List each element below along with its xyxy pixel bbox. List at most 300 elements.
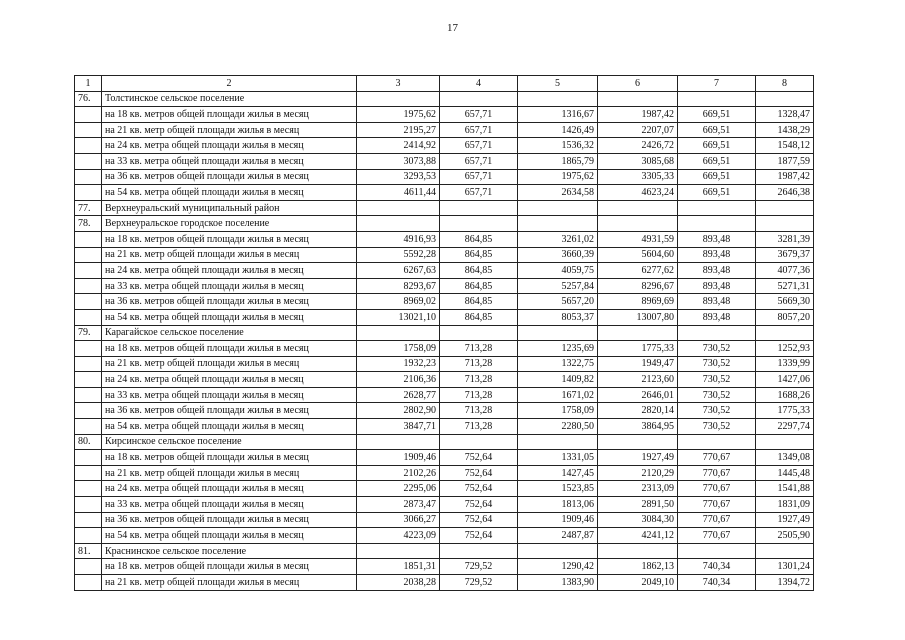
value-cell: 5592,28 <box>357 247 440 263</box>
value-cell: 893,48 <box>678 294 756 310</box>
row-label: на 33 кв. метра общей площади жилья в месяц <box>102 278 357 294</box>
value-cell: 3847,71 <box>357 419 440 435</box>
table-row <box>75 122 814 138</box>
empty-cell <box>357 200 440 216</box>
value-cell: 1409,82 <box>518 372 598 388</box>
value-cell: 713,28 <box>440 403 518 419</box>
value-cell: 2891,50 <box>598 497 678 513</box>
value-cell: 730,52 <box>678 341 756 357</box>
value-cell: 1290,42 <box>518 559 598 575</box>
value-cell: 2426,72 <box>598 138 678 154</box>
table-row <box>75 481 814 497</box>
value-cell: 3084,30 <box>598 512 678 528</box>
value-cell: 2873,47 <box>357 497 440 513</box>
empty-cell <box>75 341 102 357</box>
row-label: на 36 кв. метров общей площади жилья в месяц <box>102 294 357 310</box>
value-cell: 1775,33 <box>756 403 814 419</box>
value-cell: 669,51 <box>678 169 756 185</box>
table-row <box>75 450 814 466</box>
section-name: Толстинское сельское поселение <box>102 91 357 107</box>
column-header: 7 <box>678 76 756 92</box>
value-cell: 669,51 <box>678 153 756 169</box>
empty-cell <box>357 216 440 232</box>
table-row <box>75 403 814 419</box>
empty-cell <box>75 138 102 154</box>
empty-cell <box>756 325 814 341</box>
value-cell: 2038,28 <box>357 575 440 591</box>
empty-cell <box>518 325 598 341</box>
value-cell: 2313,09 <box>598 481 678 497</box>
value-cell: 1909,46 <box>357 450 440 466</box>
row-label: на 54 кв. метра общей площади жилья в месяц <box>102 419 357 435</box>
table-row <box>75 372 814 388</box>
empty-cell <box>518 543 598 559</box>
column-header: 2 <box>102 76 357 92</box>
empty-cell <box>598 91 678 107</box>
value-cell: 2505,90 <box>756 528 814 544</box>
table-row <box>75 387 814 403</box>
table-row <box>75 169 814 185</box>
row-label: на 33 кв. метра общей площади жилья в месяц <box>102 153 357 169</box>
empty-cell <box>440 434 518 450</box>
empty-cell <box>75 575 102 591</box>
value-cell: 3305,33 <box>598 169 678 185</box>
empty-cell <box>357 91 440 107</box>
row-label: на 18 кв. метров общей площади жилья в месяц <box>102 559 357 575</box>
empty-cell <box>756 91 814 107</box>
value-cell: 893,48 <box>678 247 756 263</box>
column-header: 1 <box>75 76 102 92</box>
table-row <box>75 575 814 591</box>
section-number: 77. <box>75 200 102 216</box>
value-cell: 2646,01 <box>598 387 678 403</box>
value-cell: 2802,90 <box>357 403 440 419</box>
value-cell: 2628,77 <box>357 387 440 403</box>
value-cell: 729,52 <box>440 559 518 575</box>
value-cell: 2123,60 <box>598 372 678 388</box>
value-cell: 657,71 <box>440 185 518 201</box>
value-cell: 4916,93 <box>357 231 440 247</box>
value-cell: 752,64 <box>440 465 518 481</box>
value-cell: 893,48 <box>678 263 756 279</box>
value-cell: 8969,69 <box>598 294 678 310</box>
empty-cell <box>678 434 756 450</box>
empty-cell <box>678 216 756 232</box>
value-cell: 893,48 <box>678 309 756 325</box>
row-label: на 21 кв. метр общей площади жилья в месяц <box>102 247 357 263</box>
value-cell: 713,28 <box>440 387 518 403</box>
empty-cell <box>75 107 102 123</box>
empty-cell <box>75 372 102 388</box>
value-cell: 1322,75 <box>518 356 598 372</box>
empty-cell <box>357 543 440 559</box>
value-cell: 713,28 <box>440 341 518 357</box>
value-cell: 864,85 <box>440 278 518 294</box>
empty-cell <box>75 481 102 497</box>
tariff-table <box>74 75 814 591</box>
empty-cell <box>75 559 102 575</box>
table-row <box>75 559 814 575</box>
value-cell: 1927,49 <box>756 512 814 528</box>
value-cell: 669,51 <box>678 185 756 201</box>
value-cell: 4623,24 <box>598 185 678 201</box>
value-cell: 5669,30 <box>756 294 814 310</box>
row-label: на 36 кв. метров общей площади жилья в месяц <box>102 169 357 185</box>
table-row <box>75 309 814 325</box>
row-label: на 18 кв. метров общей площади жилья в месяц <box>102 341 357 357</box>
section-number: 78. <box>75 216 102 232</box>
value-cell: 1987,42 <box>598 107 678 123</box>
empty-cell <box>598 434 678 450</box>
table-row <box>75 247 814 263</box>
table-row <box>75 419 814 435</box>
value-cell: 2207,07 <box>598 122 678 138</box>
value-cell: 864,85 <box>440 263 518 279</box>
empty-cell <box>75 356 102 372</box>
row-label: на 33 кв. метра общей площади жилья в месяц <box>102 497 357 513</box>
value-cell: 770,67 <box>678 497 756 513</box>
value-cell: 2295,06 <box>357 481 440 497</box>
value-cell: 4611,44 <box>357 185 440 201</box>
value-cell: 770,67 <box>678 450 756 466</box>
value-cell: 752,64 <box>440 512 518 528</box>
value-cell: 2102,26 <box>357 465 440 481</box>
value-cell: 3293,53 <box>357 169 440 185</box>
column-header: 6 <box>598 76 678 92</box>
empty-cell <box>518 200 598 216</box>
value-cell: 669,51 <box>678 107 756 123</box>
table-row <box>75 341 814 357</box>
section-name: Верхнеуральский муниципальный район <box>102 200 357 216</box>
value-cell: 1671,02 <box>518 387 598 403</box>
value-cell: 657,71 <box>440 138 518 154</box>
value-cell: 1932,23 <box>357 356 440 372</box>
empty-cell <box>598 325 678 341</box>
empty-cell <box>678 91 756 107</box>
value-cell: 8293,67 <box>357 278 440 294</box>
value-cell: 1548,12 <box>756 138 814 154</box>
value-cell: 2297,74 <box>756 419 814 435</box>
value-cell: 2120,29 <box>598 465 678 481</box>
row-label: на 33 кв. метра общей площади жилья в месяц <box>102 387 357 403</box>
table-row <box>75 278 814 294</box>
row-label: на 24 кв. метра общей площади жилья в месяц <box>102 372 357 388</box>
value-cell: 2820,14 <box>598 403 678 419</box>
value-cell: 5257,84 <box>518 278 598 294</box>
value-cell: 864,85 <box>440 309 518 325</box>
empty-cell <box>75 465 102 481</box>
value-cell: 1536,32 <box>518 138 598 154</box>
row-label: на 21 кв. метр общей площади жилья в месяц <box>102 575 357 591</box>
value-cell: 1383,90 <box>518 575 598 591</box>
value-cell: 893,48 <box>678 278 756 294</box>
empty-cell <box>357 434 440 450</box>
empty-cell <box>678 200 756 216</box>
value-cell: 1328,47 <box>756 107 814 123</box>
value-cell: 752,64 <box>440 497 518 513</box>
value-cell: 8053,37 <box>518 309 598 325</box>
row-label: на 24 кв. метра общей площади жилья в месяц <box>102 481 357 497</box>
empty-cell <box>598 543 678 559</box>
table-row <box>75 153 814 169</box>
row-label: на 54 кв. метра общей площади жилья в месяц <box>102 185 357 201</box>
value-cell: 713,28 <box>440 372 518 388</box>
row-label: на 18 кв. метров общей площади жилья в месяц <box>102 107 357 123</box>
value-cell: 1758,09 <box>518 403 598 419</box>
table-row <box>75 497 814 513</box>
value-cell: 730,52 <box>678 387 756 403</box>
value-cell: 1316,67 <box>518 107 598 123</box>
empty-cell <box>75 309 102 325</box>
section-row <box>75 325 814 341</box>
empty-cell <box>75 122 102 138</box>
table-row <box>75 231 814 247</box>
value-cell: 864,85 <box>440 231 518 247</box>
empty-cell <box>756 434 814 450</box>
value-cell: 730,52 <box>678 403 756 419</box>
section-row <box>75 543 814 559</box>
value-cell: 8057,20 <box>756 309 814 325</box>
value-cell: 13007,80 <box>598 309 678 325</box>
column-header: 3 <box>357 76 440 92</box>
empty-cell <box>440 216 518 232</box>
value-cell: 713,28 <box>440 356 518 372</box>
value-cell: 2487,87 <box>518 528 598 544</box>
row-label: на 54 кв. метра общей площади жилья в месяц <box>102 528 357 544</box>
value-cell: 1339,99 <box>756 356 814 372</box>
value-cell: 864,85 <box>440 294 518 310</box>
empty-cell <box>357 325 440 341</box>
empty-cell <box>75 185 102 201</box>
value-cell: 752,64 <box>440 481 518 497</box>
value-cell: 1394,72 <box>756 575 814 591</box>
header-row <box>75 76 814 92</box>
table-row <box>75 138 814 154</box>
value-cell: 6277,62 <box>598 263 678 279</box>
section-row <box>75 434 814 450</box>
value-cell: 1301,24 <box>756 559 814 575</box>
value-cell: 13021,10 <box>357 309 440 325</box>
value-cell: 657,71 <box>440 153 518 169</box>
value-cell: 1438,29 <box>756 122 814 138</box>
empty-cell <box>75 419 102 435</box>
value-cell: 1427,45 <box>518 465 598 481</box>
section-number: 76. <box>75 91 102 107</box>
row-label: на 36 кв. метров общей площади жилья в месяц <box>102 403 357 419</box>
value-cell: 864,85 <box>440 247 518 263</box>
value-cell: 5271,31 <box>756 278 814 294</box>
value-cell: 657,71 <box>440 122 518 138</box>
value-cell: 1862,13 <box>598 559 678 575</box>
empty-cell <box>75 512 102 528</box>
value-cell: 1813,06 <box>518 497 598 513</box>
row-label: на 18 кв. метров общей площади жилья в месяц <box>102 450 357 466</box>
value-cell: 1975,62 <box>518 169 598 185</box>
value-cell: 1865,79 <box>518 153 598 169</box>
section-row <box>75 216 814 232</box>
value-cell: 657,71 <box>440 107 518 123</box>
empty-cell <box>75 247 102 263</box>
value-cell: 1987,42 <box>756 169 814 185</box>
value-cell: 713,28 <box>440 419 518 435</box>
value-cell: 657,71 <box>440 169 518 185</box>
value-cell: 1877,59 <box>756 153 814 169</box>
column-header: 4 <box>440 76 518 92</box>
value-cell: 4077,36 <box>756 263 814 279</box>
empty-cell <box>678 543 756 559</box>
value-cell: 1331,05 <box>518 450 598 466</box>
empty-cell <box>440 200 518 216</box>
empty-cell <box>440 91 518 107</box>
value-cell: 3261,02 <box>518 231 598 247</box>
value-cell: 3281,39 <box>756 231 814 247</box>
section-number: 80. <box>75 434 102 450</box>
value-cell: 2106,36 <box>357 372 440 388</box>
empty-cell <box>75 278 102 294</box>
value-cell: 3085,68 <box>598 153 678 169</box>
value-cell: 4931,59 <box>598 231 678 247</box>
value-cell: 3864,95 <box>598 419 678 435</box>
column-header: 5 <box>518 76 598 92</box>
value-cell: 1775,33 <box>598 341 678 357</box>
empty-cell <box>518 216 598 232</box>
row-label: на 54 кв. метра общей площади жилья в месяц <box>102 309 357 325</box>
section-name: Краснинское сельское поселение <box>102 543 357 559</box>
value-cell: 1909,46 <box>518 512 598 528</box>
row-label: на 21 кв. метр общей площади жилья в месяц <box>102 122 357 138</box>
table-row <box>75 528 814 544</box>
value-cell: 730,52 <box>678 372 756 388</box>
value-cell: 1426,49 <box>518 122 598 138</box>
value-cell: 1975,62 <box>357 107 440 123</box>
value-cell: 740,34 <box>678 575 756 591</box>
value-cell: 770,67 <box>678 465 756 481</box>
value-cell: 8296,67 <box>598 278 678 294</box>
row-label: на 18 кв. метров общей площади жилья в месяц <box>102 231 357 247</box>
empty-cell <box>756 216 814 232</box>
value-cell: 770,67 <box>678 512 756 528</box>
value-cell: 1445,48 <box>756 465 814 481</box>
row-label: на 21 кв. метр общей площади жилья в месяц <box>102 465 357 481</box>
value-cell: 730,52 <box>678 356 756 372</box>
value-cell: 2280,50 <box>518 419 598 435</box>
value-cell: 5657,20 <box>518 294 598 310</box>
empty-cell <box>598 200 678 216</box>
empty-cell <box>518 434 598 450</box>
row-label: на 36 кв. метров общей площади жилья в месяц <box>102 512 357 528</box>
empty-cell <box>756 543 814 559</box>
empty-cell <box>75 497 102 513</box>
value-cell: 740,34 <box>678 559 756 575</box>
value-cell: 6267,63 <box>357 263 440 279</box>
row-label: на 21 кв. метр общей площади жилья в месяц <box>102 356 357 372</box>
value-cell: 2414,92 <box>357 138 440 154</box>
table-row <box>75 107 814 123</box>
value-cell: 1427,06 <box>756 372 814 388</box>
empty-cell <box>518 91 598 107</box>
empty-cell <box>440 325 518 341</box>
value-cell: 1758,09 <box>357 341 440 357</box>
empty-cell <box>75 231 102 247</box>
table-body <box>75 76 814 591</box>
value-cell: 3073,88 <box>357 153 440 169</box>
value-cell: 1851,31 <box>357 559 440 575</box>
value-cell: 730,52 <box>678 419 756 435</box>
table-row <box>75 356 814 372</box>
table-row <box>75 512 814 528</box>
value-cell: 3660,39 <box>518 247 598 263</box>
value-cell: 3679,37 <box>756 247 814 263</box>
table-row <box>75 294 814 310</box>
section-number: 79. <box>75 325 102 341</box>
value-cell: 4241,12 <box>598 528 678 544</box>
empty-cell <box>75 153 102 169</box>
empty-cell <box>75 528 102 544</box>
section-name: Верхнеуральское городское поселение <box>102 216 357 232</box>
section-row <box>75 200 814 216</box>
value-cell: 752,64 <box>440 450 518 466</box>
value-cell: 1235,69 <box>518 341 598 357</box>
value-cell: 4223,09 <box>357 528 440 544</box>
empty-cell <box>440 543 518 559</box>
table-row <box>75 263 814 279</box>
value-cell: 1541,88 <box>756 481 814 497</box>
value-cell: 770,67 <box>678 528 756 544</box>
value-cell: 893,48 <box>678 231 756 247</box>
value-cell: 2195,27 <box>357 122 440 138</box>
empty-cell <box>75 263 102 279</box>
value-cell: 770,67 <box>678 481 756 497</box>
section-row <box>75 91 814 107</box>
value-cell: 1831,09 <box>756 497 814 513</box>
section-name: Карагайское сельское поселение <box>102 325 357 341</box>
value-cell: 2646,38 <box>756 185 814 201</box>
table-row <box>75 185 814 201</box>
empty-cell <box>75 450 102 466</box>
value-cell: 5604,60 <box>598 247 678 263</box>
empty-cell <box>75 169 102 185</box>
row-label: на 24 кв. метра общей площади жилья в месяц <box>102 138 357 154</box>
value-cell: 1927,49 <box>598 450 678 466</box>
value-cell: 4059,75 <box>518 263 598 279</box>
page-number: 17 <box>447 22 458 34</box>
value-cell: 669,51 <box>678 138 756 154</box>
empty-cell <box>678 325 756 341</box>
section-number: 81. <box>75 543 102 559</box>
column-header: 8 <box>756 76 814 92</box>
section-name: Кирсинское сельское поселение <box>102 434 357 450</box>
row-label: на 24 кв. метра общей площади жилья в месяц <box>102 263 357 279</box>
table-row <box>75 465 814 481</box>
value-cell: 669,51 <box>678 122 756 138</box>
empty-cell <box>598 216 678 232</box>
value-cell: 729,52 <box>440 575 518 591</box>
value-cell: 8969,02 <box>357 294 440 310</box>
value-cell: 1688,26 <box>756 387 814 403</box>
empty-cell <box>75 403 102 419</box>
value-cell: 1349,08 <box>756 450 814 466</box>
value-cell: 2049,10 <box>598 575 678 591</box>
value-cell: 2634,58 <box>518 185 598 201</box>
empty-cell <box>75 294 102 310</box>
value-cell: 1523,85 <box>518 481 598 497</box>
value-cell: 1252,93 <box>756 341 814 357</box>
empty-cell <box>756 200 814 216</box>
value-cell: 1949,47 <box>598 356 678 372</box>
empty-cell <box>75 387 102 403</box>
value-cell: 3066,27 <box>357 512 440 528</box>
value-cell: 752,64 <box>440 528 518 544</box>
